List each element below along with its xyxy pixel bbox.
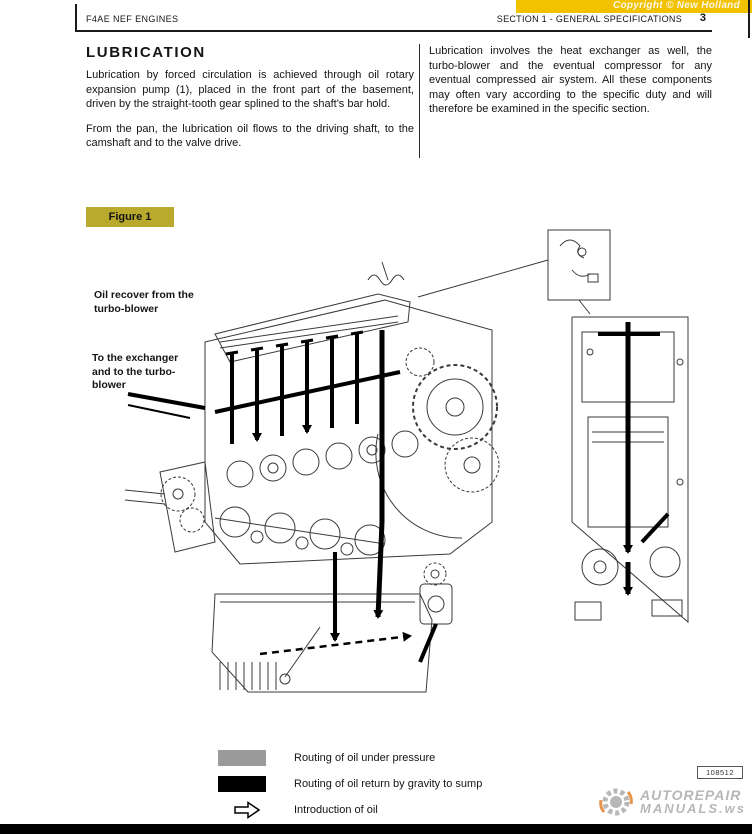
black-swatch (218, 776, 266, 792)
paragraph: From the pan, the lubrication oil flows to the driving shaft, to the camshaft and to the valve drive. (86, 122, 414, 150)
scan-edge-left (75, 4, 77, 30)
legend-item-return (218, 775, 638, 793)
figure-legend (218, 749, 638, 827)
figure-label: Figure 1 (86, 207, 174, 227)
paragraph: Lubrication involves the heat exchanger as well, the turbo-blower and the eventual compressor for any eventual compressed air system. All these components may often vary according to the specific duty and will therefore be examined in the specific section. (429, 45, 712, 116)
watermark-brand: AUTOREPAIR (640, 786, 742, 803)
watermark (598, 784, 746, 820)
hollow-arrow-icon (234, 801, 260, 819)
legend-item-introduction (218, 801, 638, 819)
figure-callout-oil-recover: Oil recover from the turbo-blower (94, 289, 194, 315)
header-section-title: SECTION 1 - GENERAL SPECIFICATIONS (496, 14, 682, 24)
column-divider (419, 44, 420, 158)
figure-callout-exchanger: To the exchanger and to the turbo-blower (92, 352, 179, 392)
page-number: 3 (699, 12, 706, 24)
copyright-banner: Copyright © New Holland (516, 0, 752, 13)
header-document-title: F4AE NEF ENGINES (86, 14, 179, 24)
header-rule (75, 30, 712, 32)
legend-item-pressure (218, 749, 638, 767)
legend-label: Routing of oil under pressure (294, 752, 436, 764)
paragraph: Lubrication by forced circulation is achieved through oil rotary expansion pump (1), placed in the front part of the basement, driven by the straight-tooth gear splined to the shaft's bar hold. (86, 69, 414, 111)
engine-diagram (120, 222, 720, 737)
figure-ref-number: 108512 (697, 766, 743, 779)
legend-label: Introduction of oil (294, 804, 378, 816)
legend-label: Routing of oil return by gravity to sump (294, 778, 483, 790)
scan-edge-right (748, 0, 750, 38)
right-column (429, 44, 712, 117)
gray-swatch (218, 750, 266, 766)
scan-edge-bottom (0, 824, 752, 834)
watermark-domain: MANUALS.ws (640, 800, 746, 816)
left-column (86, 68, 414, 161)
gear-icon (598, 784, 634, 820)
article-title: LUBRICATION (86, 44, 206, 61)
